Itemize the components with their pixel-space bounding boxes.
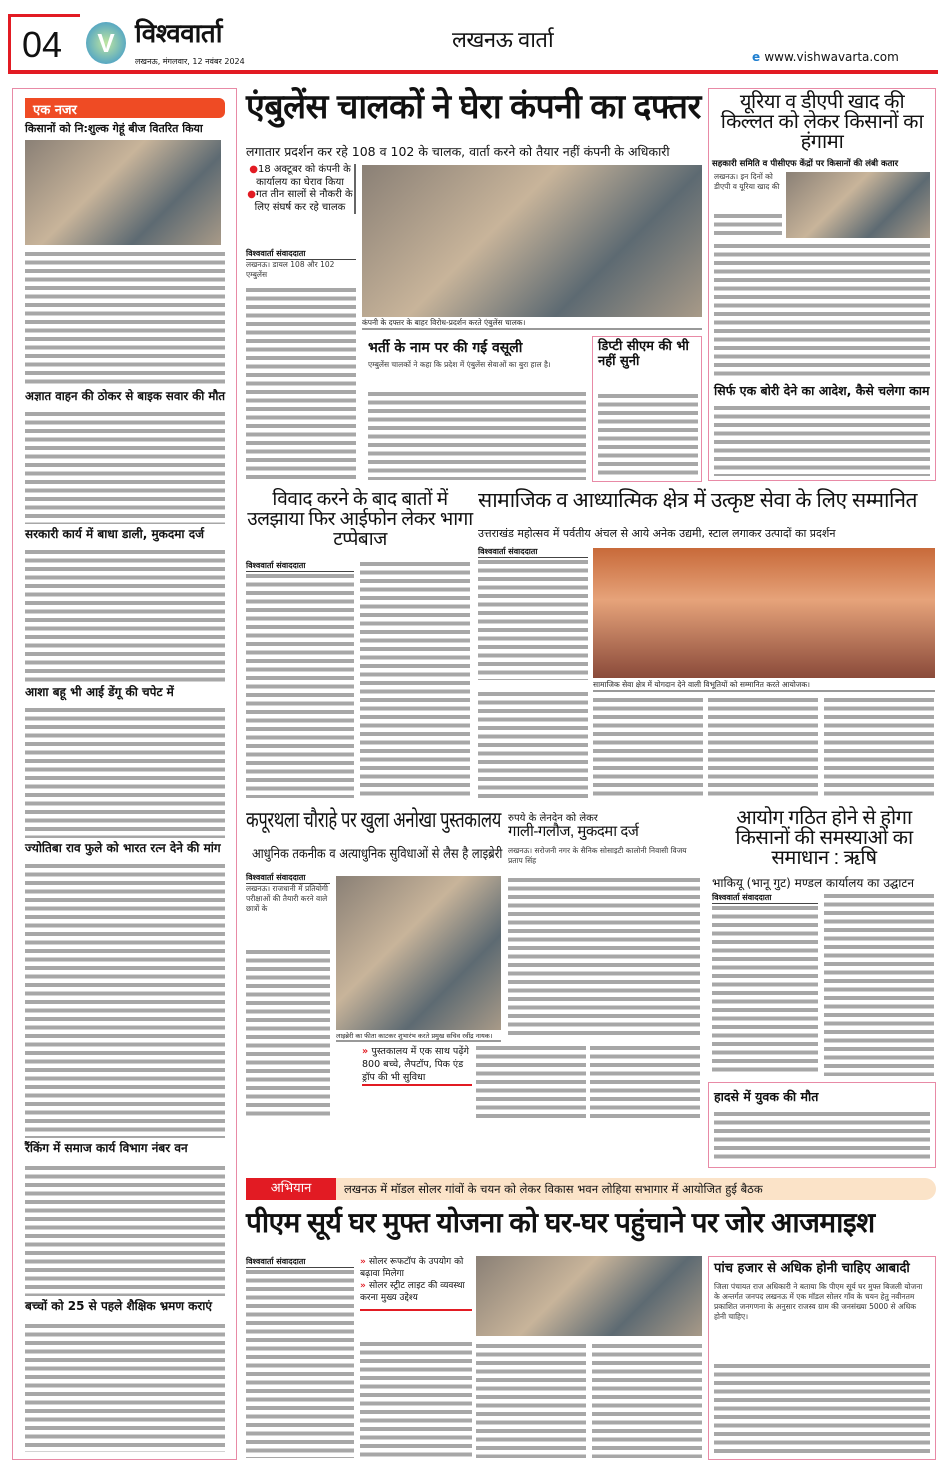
ek-nazar-label: एक नजर [25,98,225,118]
paper-name: विश्ववार्ता [135,18,222,48]
library-opening: लखनऊ। राजधानी में प्रतियोगी परीक्षाओं की तैयारी करने वाले छात्रों के [246,884,328,914]
honour-text [478,558,588,680]
solar-point: सोलर रूफटॉप के उपयोग को बढ़ावा मिलेगा [360,1257,464,1280]
brief-text [25,250,225,386]
campaign-kicker: लखनऊ में मॉडल सोलर गांवों के चयन को लेकर विकास भवन लोहिया सभागार में आयोजित हुई बैठक [344,1182,763,1196]
lead-caption: कंपनी के दफ्तर के बाहर विरोध-प्रदर्शन करते एंबुलेंस चालक। [362,318,702,330]
library-headline: कपूरथला चौराहे पर खुला अनोखा पुस्तकालय [246,807,501,832]
brief-headline: सरकारी कार्य में बाधा डाली, मुकदमा दर्ज [25,527,204,541]
solar-photo [476,1256,702,1336]
honour-text [478,690,588,800]
honour-caption: सामाजिक सेवा क्षेत्र में योगदान देने वाली विभूतियों को सम्मानित करते आयोजक। [593,680,935,692]
brief-text [25,410,225,524]
bullet-icon: ● [247,189,256,200]
iphone-headline: विवाद करने के बाद बातों में उलझाया फिर आईफोन लेकर भागा टप्पेबाज [247,489,473,550]
urea-text [714,212,782,238]
lead-opening: लखनऊ। डायल 108 और 102 एम्बुलेंस [246,260,335,280]
brief-headline: अज्ञात वाहन की ठोकर से बाइक सवार की मौत [25,389,226,403]
library-subheadline: आधुनिक तकनीक व अत्याधुनिक सुविधाओं से लैस है लाइब्रेरी [252,846,503,862]
double-chevron-icon: » [362,1046,372,1057]
callout-text: पुस्तकालय में एक साथ पढ़ेंगे 800 बच्चे, लैपटॉप, पिक एंड ड्रॉप की भी सुविधा [362,1046,470,1083]
byline: विश्ववार्ता संवाददाता [478,546,588,558]
honour-subheadline: उत्तराखंड महोत्सव में पर्वतीय अंचल से आये अनेक उद्यमी, स्टाल लगाकर उत्पादों का प्रदर्शन [478,527,836,540]
box-text-opening: एम्बुलेंस चालकों ने कहा कि प्रदेश में एंबुलेंस सेवाओं का बुरा हाल है। [368,360,551,369]
brief-text [25,1164,225,1296]
box-text [598,392,698,478]
lead-highlights [246,164,356,214]
lead-photo [362,165,702,317]
solar-text [246,1268,354,1458]
population-headline: पांच हजार से अधिक होनी चाहिए आबादी [714,1261,910,1276]
honour-text [708,696,818,800]
library-text [590,1044,700,1120]
library-text [246,948,330,1120]
website-text: www.vishwavarta.com [764,50,899,64]
solar-points [360,1256,472,1311]
brief-text [25,1322,225,1452]
honour-headline: सामाजिक व आध्यात्मिक क्षेत्र में उत्कृष्ट सेवा के लिए सम्मानित [478,489,918,512]
honour-text [824,696,934,800]
commission-subheadline: भाकियू (भानू गुट) मण्डल कार्यालय का उद्घाटन [712,876,915,890]
box-text [368,390,586,480]
solar-headline: पीएम सूर्य घर मुफ्त योजना को घर-घर पहुंचाने पर जोर आजमाइश [246,1207,875,1238]
solar-text [360,1340,472,1458]
iphone-text [246,572,354,798]
library-caption: लाइब्रेरी का फीता काटकर शुभारंभ करते प्रमुख सचिव रवींद्र नायक। [336,1031,501,1042]
highlight-2: गत तीन सालों से नौकरी के लिए संघर्ष कर रहे चालक [254,189,353,213]
honour-photo [593,548,935,678]
solar-point: सोलर स्ट्रीट लाइट की व्यवस्था करना मुख्य उद्देश्य [360,1281,465,1304]
accident-headline: हादसे में युवक की मौत [714,1089,819,1104]
lead-headline: एंबुलेंस चालकों ने घेरा कंपनी का दफ्तर [246,88,701,126]
brief-headline: रैंकिंग में समाज कार्य विभाग नंबर वन [25,1141,188,1155]
urea-subhead: सिर्फ एक बोरी देने का आदेश, कैसे चलेगा काम [714,383,930,398]
brief-photo [25,140,221,245]
library-text [476,1044,586,1120]
double-chevron-icon: » [360,1281,369,1292]
dateline: लखनऊ, मंगलवार, 12 नवंबर 2024 [135,57,245,66]
byline: विश्ववार्ता संवाददाता [246,248,356,260]
brief-headline: ज्योतिबा राव फुले को भारत रत्न देने की मांग [25,841,221,855]
lead-subheadline: लगातार प्रदर्शन कर रहे 108 व 102 के चालक, वार्ता करने को तैयार नहीं कंपनी के अधिकारी [246,144,670,159]
box-headline: भर्ती के नाम पर की गई वसूली [368,340,523,356]
double-chevron-icon: » [360,1257,369,1267]
money-headline: गाली-गलौज, मुकदमा दर्ज [508,823,639,840]
logo-icon: V [86,22,126,64]
page-number: 04 [22,24,63,65]
money-opening: लखनऊ। सरोजनी नगर के सैनिक सोसाइटी कालोनी निवासी विजय प्रताप सिंह [508,846,687,866]
box-headline: डिप्टी सीएम की भी नहीं सुनी [598,339,689,369]
money-kicker: रुपये के लेनदेन को लेकर [508,813,598,824]
campaign-tag: अभियान [246,1178,336,1200]
masthead-rule [8,70,938,74]
urea-photo [786,172,930,238]
population-text: जिला पंचायत राज अधिकारी ने बताया कि पीएम सूर्य घर मुफ्त बिजली योजना के अन्तर्गत जनपद लखनऊ में एक मॉडल सोलर गाँव के चयन हेतु नवीनतम प्रकाशित जनगणना के अनुसार राजस्व ग्राम की जनसंख्या 5000 से अधिक होनी चाहिए। [714,1282,923,1322]
brief-headline: किसानों को नि:शुल्क गेहूं बीज वितरित किया [25,122,203,135]
population-text-more [714,1362,930,1454]
commission-headline: आयोग गठित होने से होगा किसानों की समस्याओं का समाधान : ऋषि [735,807,913,869]
byline: विश्ववार्ता संवाददाता [246,1256,354,1268]
byline: विश्ववार्ता संवाददाता [712,892,818,904]
section-title: लखनऊ वार्ता [452,27,554,52]
byline: विश्ववार्ता संवाददाता [246,872,330,884]
brief-text [25,548,225,682]
browser-icon: e [752,50,765,64]
honour-text [593,696,703,800]
urea-opening: लखनऊ। इन दिनों को डीएपी व यूरिया खाद की [714,172,780,192]
money-text [508,876,700,1038]
commission-text [712,904,818,1076]
commission-text [824,892,934,1076]
solar-text [476,1342,586,1458]
accident-text [714,1110,930,1162]
lead-text [246,286,356,480]
byline: विश्ववार्ता संवाददाता [246,560,354,572]
urea-headline: यूरिया व डीएपी खाद की किल्लत को लेकर किसानों का हंगामा [720,91,924,153]
library-photo [336,876,501,1030]
library-callout [362,1046,472,1086]
urea-text [714,242,930,380]
brief-text [25,706,225,838]
solar-text [592,1342,702,1458]
brief-headline: बच्चों को 25 से पहले शैक्षिक भ्रमण कराएं [25,1299,213,1313]
website-link[interactable] [752,50,932,64]
highlight-1: 18 अक्टूबर को कंपनी के कार्यालय का घेराव किया [256,164,351,188]
brief-text [25,862,225,1138]
urea-text [714,404,930,476]
brief-headline: आशा बहू भी आई डेंगू की चपेट में [25,685,174,699]
urea-subheadline: सहकारी समिति व पीसीएफ केंद्रों पर किसानों की लंबी कतार [712,159,899,169]
bullet-icon: ● [249,164,258,175]
iphone-text [360,560,470,798]
